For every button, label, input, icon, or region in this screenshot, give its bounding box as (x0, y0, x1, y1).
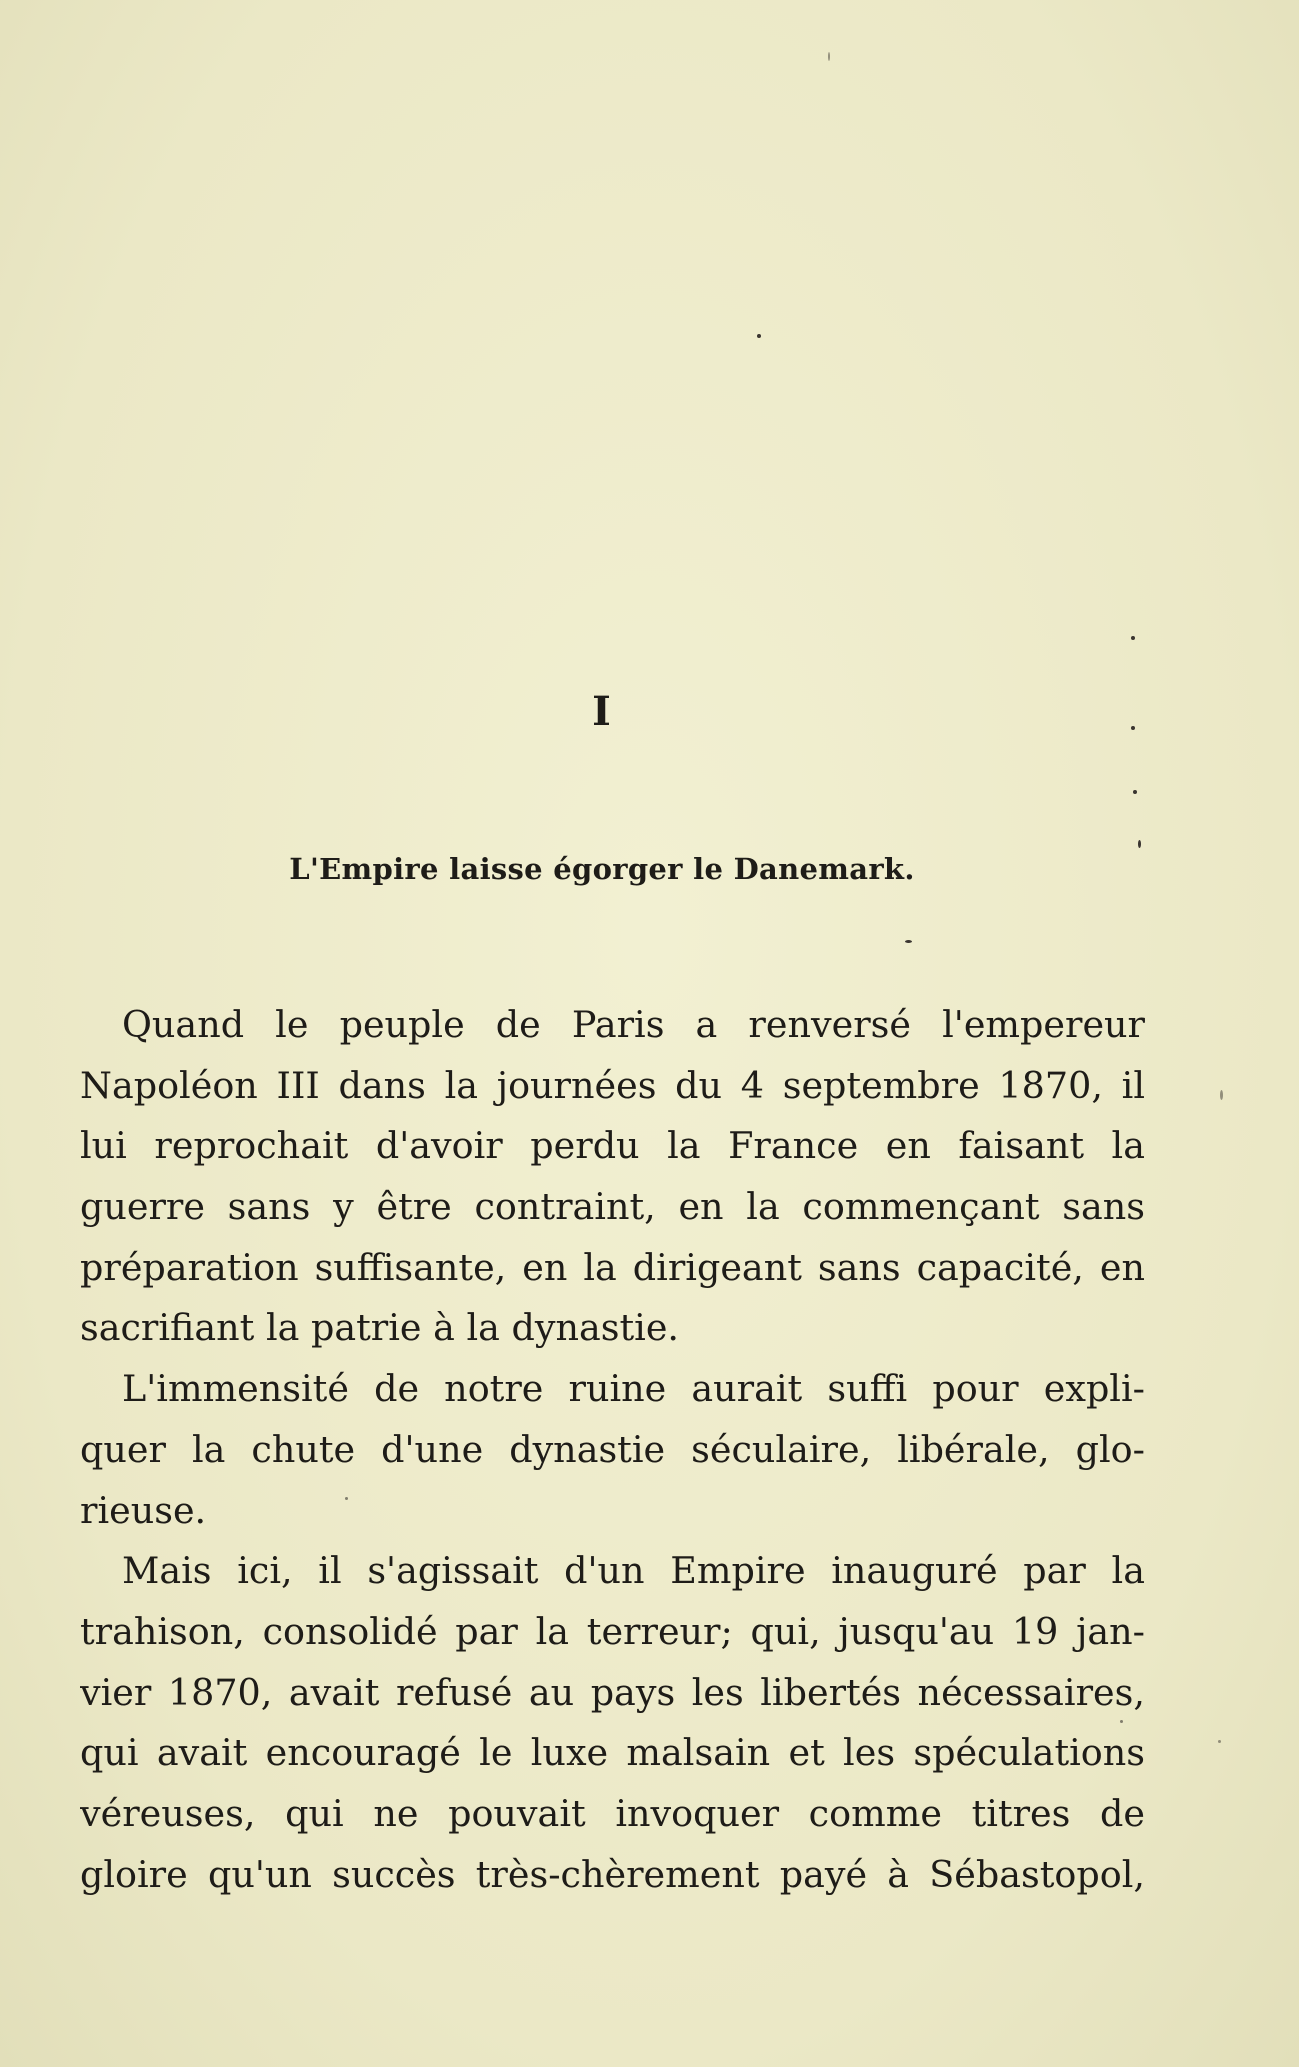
paper-speck (757, 334, 761, 338)
paper-speck (1138, 840, 1141, 848)
paper-speck (1133, 790, 1137, 794)
text-line: vier 1870, avait refusé au pays les libertés nécessaires, (80, 1670, 1145, 1714)
text-line: rieuse. (80, 1488, 207, 1532)
paper-speck (1120, 1720, 1123, 1723)
paper-speck (1131, 726, 1135, 730)
text-line: Quand le peuple de Paris a renversé l'empereur (122, 1003, 1145, 1046)
text-line: qui avait encouragé le luxe malsain et les spéculations (80, 1731, 1145, 1775)
text-line: sacrifiant la patrie à la dynastie. (80, 1306, 680, 1350)
text-line: préparation suffisante, en la dirigeant sans capacité, en (80, 1245, 1145, 1289)
chapter-title: L'Empire laisse égorger le Danemark. (289, 852, 915, 886)
paper-speck (345, 1497, 348, 1500)
text-line: gloire qu'un succès très-chèrement payé à Sébastopol, (80, 1852, 1145, 1896)
text-line: quer la chute d'une dynastie séculaire, libérale, glo- (80, 1427, 1145, 1471)
paper-speck (1218, 1740, 1221, 1743)
text-line: guerre sans y être contraint, en la commençant sans (80, 1185, 1145, 1229)
text-line: L'immensité de notre ruine aurait suffi pour expli- (122, 1367, 1145, 1411)
text-line: Mais ici, il s'agissait d'un Empire inauguré par la (122, 1549, 1145, 1593)
text-line: lui reprochait d'avoir perdu la France en faisant la (80, 1124, 1145, 1168)
paper-speck (1131, 636, 1135, 640)
text-line: véreuses, qui ne pouvait invoquer comme titres de (80, 1791, 1145, 1835)
text-line: Napoléon III dans la journées du 4 septembre 1870, il (80, 1063, 1145, 1107)
chapter-number: I (592, 688, 612, 735)
paper-speck (1220, 1090, 1223, 1100)
body-text (80, 995, 1145, 1905)
paper-speck (905, 940, 912, 943)
text-line: trahison, consolidé par la terreur; qui, jusqu'au 19 jan- (80, 1609, 1145, 1653)
paper-speck (828, 52, 830, 61)
